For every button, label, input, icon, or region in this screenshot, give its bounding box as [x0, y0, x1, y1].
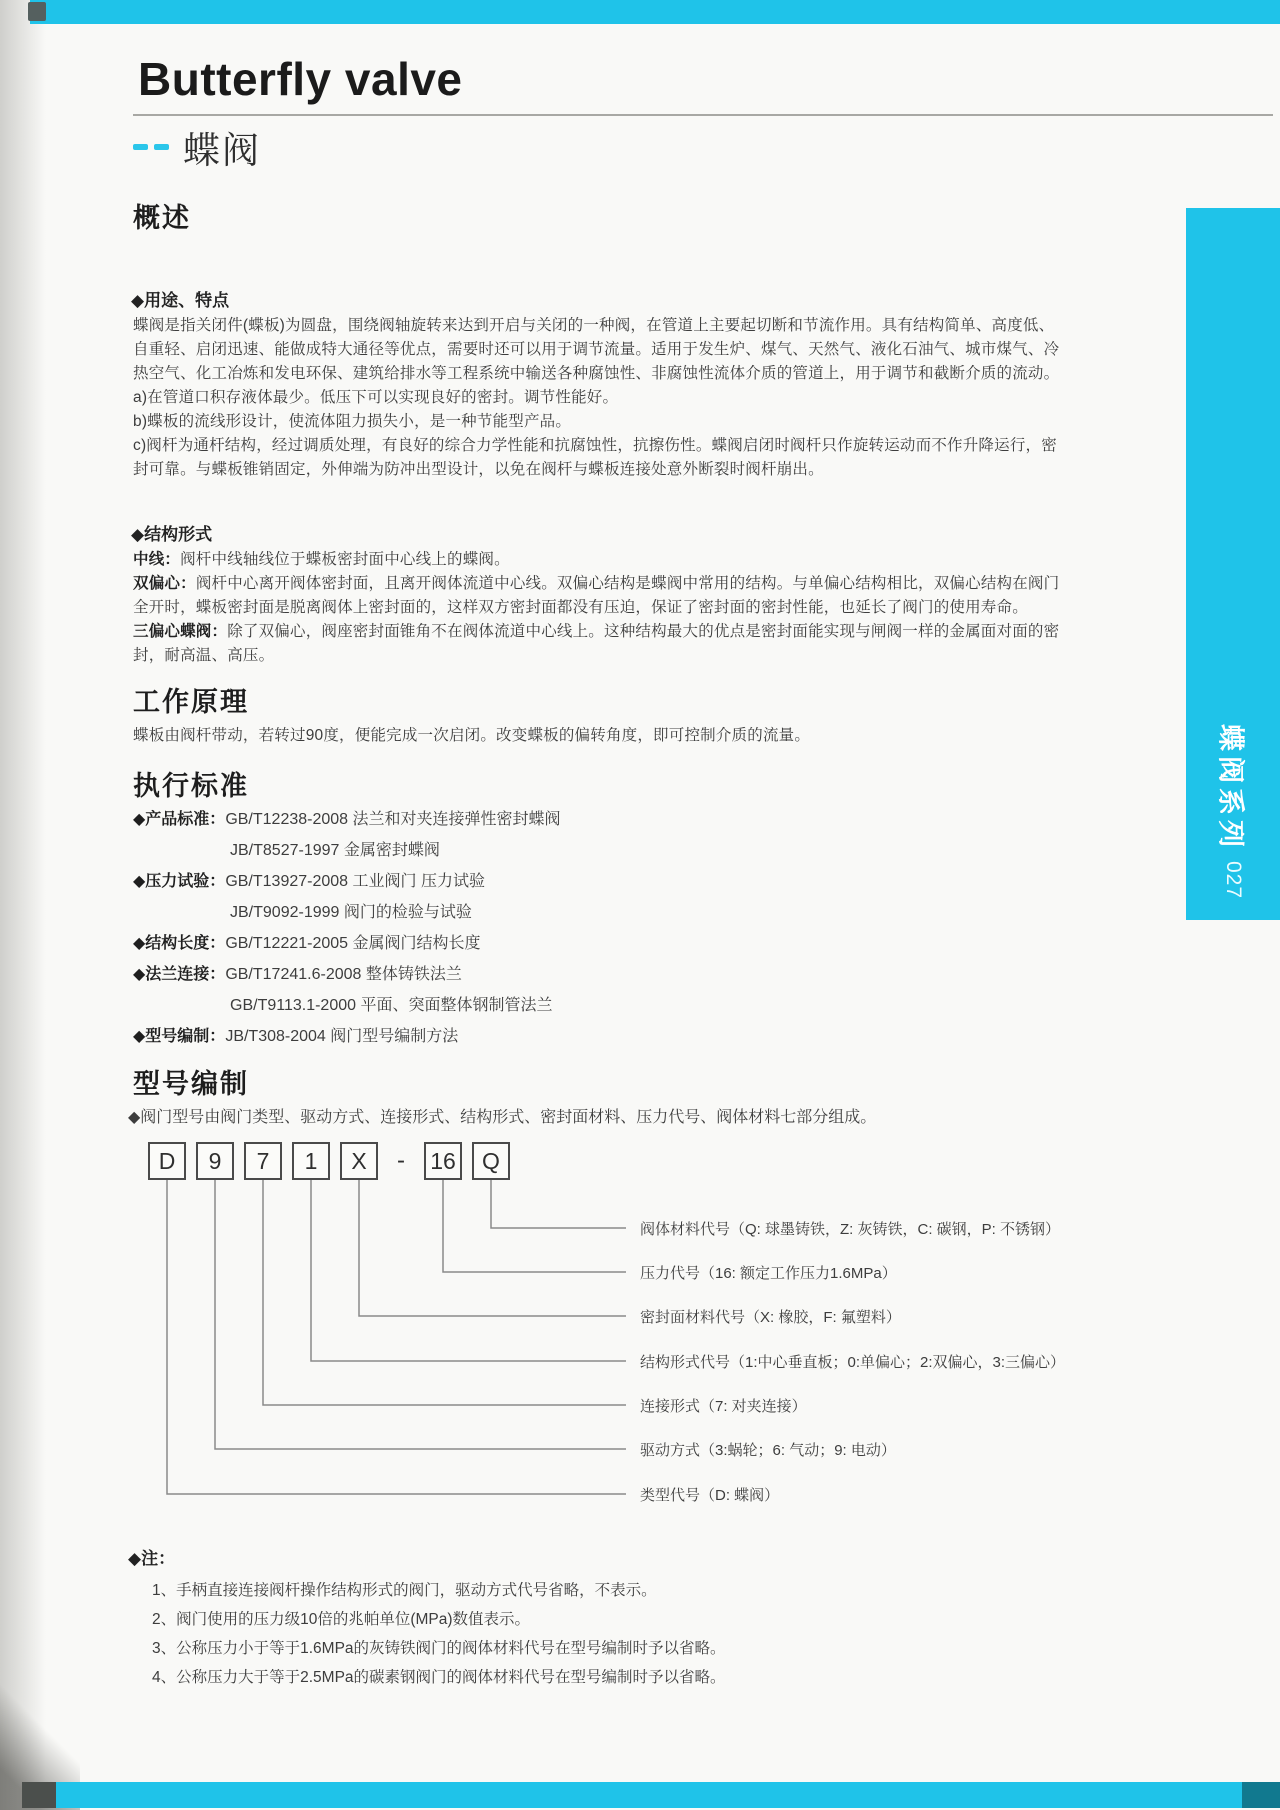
section-heading-working-principle: 工作原理 — [133, 687, 249, 717]
page-subtitle — [133, 124, 261, 170]
code-separator: - — [397, 1147, 405, 1174]
code-box-type: D — [148, 1142, 186, 1180]
callout-connection-type: 连接形式（7: 对夹连接） — [640, 1398, 807, 1415]
code-box-seal-material: X — [340, 1142, 378, 1180]
standard-item: GB/T9113.1-2000 平面、突面整体钢制管法兰 — [230, 997, 553, 1014]
code-box-connection: 7 — [244, 1142, 282, 1180]
paragraph-line: 三偏心蝶阀：除了双偏心，阀座密封面锥角不在阀体流道中心线上。这种结构最大的优点是密封面能实现与闸阀一样的金属面对面的密 — [133, 623, 1060, 640]
paragraph-line: a)在管道口积存液体最少。低压下可以实现良好的密封。调节性能好。 — [133, 389, 619, 406]
standard-item: ◆结构长度：GB/T12221-2005 金属阀门结构长度 — [133, 935, 481, 952]
title-dash-icon — [133, 144, 148, 150]
scan-smudge-icon — [1242, 1782, 1280, 1808]
model-numbering-intro: ◆阀门型号由阀门类型、驱动方式、连接形式、结构形式、密封面材料、压力代号、阀体材料七部分组成。 — [128, 1109, 877, 1126]
paragraph-line: 热空气、化工冶炼和发电环保、建筑给排水等工程系统中输送各种腐蚀性、非腐蚀性流体介质的管道上，用于调节和截断介质的流动。 — [133, 365, 1060, 382]
callout-pressure-code: 压力代号（16: 额定工作压力1.6MPa） — [640, 1265, 897, 1282]
working-principle-text: 蝶板由阀杆带动，若转过90度，便能完成一次启闭。改变蝶板的偏转角度，即可控制介质的流量。 — [133, 727, 811, 744]
note-item: 3、公称压力小于等于1.6MPa的灰铸铁阀门的阀体材料代号在型号编制时予以省略。 — [152, 1640, 726, 1657]
standard-item: ◆法兰连接：GB/T17241.6-2008 整体铸铁法兰 — [133, 966, 462, 983]
code-box-structure: 1 — [292, 1142, 330, 1180]
scan-smudge-icon — [28, 2, 46, 21]
paragraph-line: 双偏心：阀杆中心离开阀体密封面，且离开阀体流道中心线。双偏心结构是蝶阀中常用的结构。与单偏心结构相比，双偏心结构在阀门 — [133, 575, 1060, 592]
callout-drive-mode: 驱动方式（3:蜗轮；6: 气动；9: 电动） — [640, 1442, 896, 1459]
note-item: 4、公称压力大于等于2.5MPa的碳素钢阀门的阀体材料代号在型号编制时予以省略。 — [152, 1669, 726, 1686]
bottom-accent-bar — [24, 1782, 1280, 1808]
paragraph-line: b)蝶板的流线形设计，使流体阻力损失小，是一种节能型产品。 — [133, 413, 572, 430]
callout-structure-code: 结构形式代号（1:中心垂直板；0:单偏心；2:双偏心，3:三偏心） — [640, 1354, 1066, 1371]
usage-paragraph — [133, 314, 1060, 482]
section-heading-model-numbering: 型号编制 — [133, 1069, 249, 1099]
paragraph-line: 封可靠。与蝶板锥销固定，外伸端为防冲出型设计，以免在阀杆与蝶板连接处意外断裂时阀杆崩出。 — [133, 461, 824, 478]
note-item: 1、手柄直接连接阀杆操作结构形式的阀门，驱动方式代号省略，不表示。 — [152, 1582, 657, 1599]
paragraph-line: 自重轻、启闭迅速、能做成特大通径等优点，需要时还可以用于调节流量。适用于发生炉、煤气、天然气、液化石油气、城市煤气、冷 — [133, 341, 1060, 358]
paragraph-line: 中线：阀杆中线轴线位于蝶板密封面中心线上的蝶阀。 — [133, 551, 510, 568]
scan-smudge-icon — [22, 1782, 56, 1808]
paragraph-line: 蝶阀是指关闭件(蝶板)为圆盘，围绕阀轴旋转来达到开启与关闭的一种阀，在管道上主要起切断和节流作用。具有结构简单、高度低、 — [133, 317, 1055, 334]
standard-item: ◆压力试验：GB/T13927-2008 工业阀门 压力试验 — [133, 873, 485, 890]
section-heading-standards: 执行标准 — [133, 771, 249, 801]
paragraph-line: c)阀杆为通杆结构，经过调质处理，有良好的综合力学性能和抗腐蚀性，抗擦伤性。蝶阀启闭时阀杆只作旋转运动而不作升降运行，密 — [133, 437, 1057, 454]
top-accent-bar — [30, 0, 1280, 24]
series-tab-label: 蝶阀系列 — [1215, 724, 1246, 852]
code-box-body-material: Q — [472, 1142, 510, 1180]
standard-item: JB/T8527-1997 金属密封蝶阀 — [230, 842, 440, 859]
code-box-pressure: 16 — [424, 1142, 462, 1180]
page-number: 027 — [1222, 860, 1245, 900]
paragraph-line: 全开时，蝶板密封面是脱离阀体上密封面的，这样双方密封面都没有压迫，保证了密封面的密封性能，也延长了阀门的使用寿命。 — [133, 599, 1028, 616]
paragraph-line: 封，耐高温、高压。 — [133, 647, 275, 664]
standard-item: ◆产品标准：GB/T12238-2008 法兰和对夹连接弹性密封蝶阀 — [133, 811, 561, 828]
callout-seal-material: 密封面材料代号（X: 橡胶，F: 氟塑料） — [640, 1309, 901, 1326]
notes-list — [152, 1576, 726, 1692]
page-title: Butterfly valve — [138, 53, 463, 105]
standards-list — [133, 804, 1043, 1052]
callout-connector-lines — [0, 1180, 700, 1510]
section-heading-overview: 概述 — [133, 203, 191, 233]
model-code-row — [148, 1142, 510, 1180]
standard-item: ◆型号编制：JB/T308-2004 阀门型号编制方法 — [133, 1028, 459, 1045]
standard-item: JB/T9092-1999 阀门的检验与试验 — [230, 904, 472, 921]
note-item: 2、阀门使用的压力级10倍的兆帕单位(MPa)数值表示。 — [152, 1611, 531, 1628]
page-subtitle-text: 蝶阀 — [183, 130, 261, 171]
scan-left-shadow — [0, 0, 46, 1810]
notes-heading: ◆注： — [128, 1549, 176, 1568]
series-side-tab — [1186, 208, 1280, 920]
title-dash-icon — [154, 144, 169, 150]
subsection-structure-types: ◆结构形式 — [131, 525, 213, 544]
subsection-usage-features: ◆用途、特点 — [131, 291, 230, 310]
title-divider — [133, 114, 1273, 116]
callout-type-code: 类型代号（D: 蝶阀） — [640, 1487, 780, 1504]
callout-body-material: 阀体材料代号（Q: 球墨铸铁，Z: 灰铸铁，C: 碳钢，P: 不锈钢） — [640, 1221, 1061, 1238]
code-box-drive: 9 — [196, 1142, 234, 1180]
structure-paragraph — [133, 548, 1060, 668]
